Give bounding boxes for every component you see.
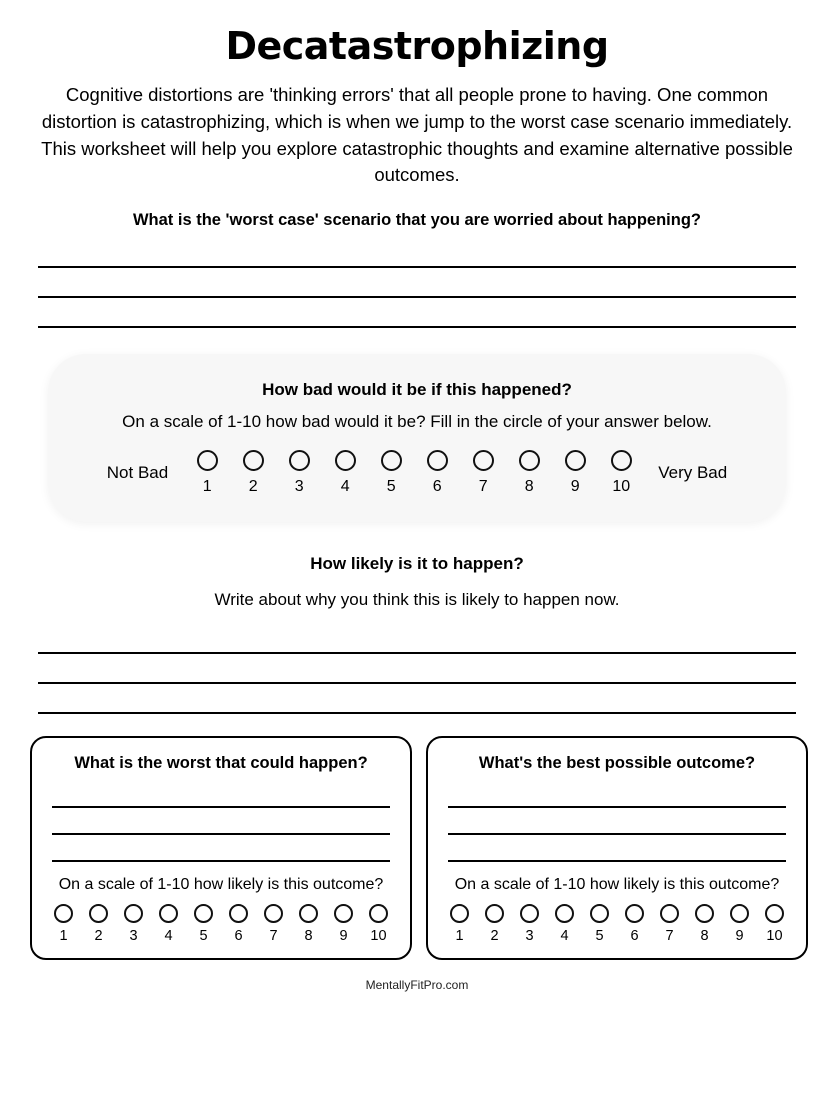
outcomes-row	[30, 736, 804, 960]
worst-case-heading: What is the 'worst case' scenario that you are worried about happening?	[132, 211, 702, 230]
radio-circle-icon[interactable]	[299, 904, 318, 923]
severity-scale-item[interactable]	[276, 450, 322, 496]
severity-scale-item[interactable]	[506, 450, 552, 496]
radio-circle-icon[interactable]	[194, 904, 213, 923]
writing-line[interactable]	[38, 658, 796, 684]
radio-circle-icon[interactable]	[485, 904, 504, 923]
radio-circle-icon[interactable]	[89, 904, 108, 923]
severity-scale-item[interactable]	[460, 450, 506, 496]
likelihood-section	[30, 554, 804, 714]
scale-number: 10	[766, 928, 783, 945]
scale-number: 10	[612, 478, 631, 496]
scale-number: 6	[234, 928, 243, 945]
scale-number: 1	[59, 928, 68, 945]
scale-number: 7	[665, 928, 674, 945]
worst-outcome-scale-item[interactable]	[361, 904, 396, 944]
worst-outcome-scale-item[interactable]	[186, 904, 221, 944]
radio-circle-icon[interactable]	[730, 904, 749, 923]
radio-circle-icon[interactable]	[520, 904, 539, 923]
writing-line[interactable]	[38, 302, 796, 328]
writing-line[interactable]	[52, 785, 390, 808]
best-outcome-subtitle: On a scale of 1-10 how likely is this outcome?	[454, 876, 780, 894]
severity-scale-item[interactable]	[552, 450, 598, 496]
radio-circle-icon[interactable]	[369, 904, 388, 923]
scale-number: 8	[524, 478, 534, 496]
worst-outcome-scale-item[interactable]	[81, 904, 116, 944]
severity-card-title: How bad would it be if this happened?	[262, 380, 572, 400]
worst-outcome-scale-item[interactable]	[116, 904, 151, 944]
writing-line[interactable]	[448, 839, 786, 862]
scale-number: 10	[370, 928, 387, 945]
best-outcome-scale-item[interactable]	[757, 904, 792, 944]
writing-line[interactable]	[38, 688, 796, 714]
best-outcome-scale-item[interactable]	[582, 904, 617, 944]
best-outcome-scale-item[interactable]	[652, 904, 687, 944]
radio-circle-icon[interactable]	[334, 904, 353, 923]
worksheet-page	[0, 24, 834, 1104]
radio-circle-icon[interactable]	[519, 450, 540, 471]
scale-number: 3	[129, 928, 138, 945]
scale-number: 1	[455, 928, 464, 945]
writing-line[interactable]	[38, 242, 796, 268]
radio-circle-icon[interactable]	[335, 450, 356, 471]
radio-circle-icon[interactable]	[590, 904, 609, 923]
writing-line[interactable]	[38, 272, 796, 298]
worst-outcome-writing-lines[interactable]	[52, 785, 390, 862]
scale-number: 5	[595, 928, 604, 945]
likelihood-writing-lines[interactable]	[38, 628, 796, 714]
severity-scale-item[interactable]	[368, 450, 414, 496]
scale-number: 8	[304, 928, 313, 945]
scale-number: 9	[735, 928, 744, 945]
scale-number: 6	[630, 928, 639, 945]
scale-number: 7	[478, 478, 488, 496]
best-outcome-title: What's the best possible outcome?	[478, 754, 756, 773]
scale-number: 1	[202, 478, 212, 496]
scale-number: 2	[490, 928, 499, 945]
scale-number: 4	[164, 928, 173, 945]
severity-card	[48, 354, 786, 522]
radio-circle-icon[interactable]	[124, 904, 143, 923]
scale-number: 4	[560, 928, 569, 945]
severity-scale-item[interactable]	[322, 450, 368, 496]
best-outcome-scale-item[interactable]	[687, 904, 722, 944]
radio-circle-icon[interactable]	[264, 904, 283, 923]
radio-circle-icon[interactable]	[555, 904, 574, 923]
severity-scale-item[interactable]	[598, 450, 644, 496]
likelihood-subtitle: Write about why you think this is likely to happen now.	[214, 590, 620, 610]
severity-scale	[68, 450, 766, 496]
radio-circle-icon[interactable]	[695, 904, 714, 923]
writing-line[interactable]	[52, 839, 390, 862]
best-outcome-scale-item[interactable]	[512, 904, 547, 944]
scale-number: 5	[386, 478, 396, 496]
radio-circle-icon[interactable]	[450, 904, 469, 923]
best-outcome-scale-item[interactable]	[617, 904, 652, 944]
scale-number: 9	[339, 928, 348, 945]
worst-outcome-box	[30, 736, 412, 960]
worst-outcome-scale-item[interactable]	[326, 904, 361, 944]
scale-number: 2	[248, 478, 258, 496]
worst-outcome-scale-item[interactable]	[221, 904, 256, 944]
worst-outcome-subtitle: On a scale of 1-10 how likely is this outcome?	[58, 876, 384, 894]
writing-line[interactable]	[448, 812, 786, 835]
radio-circle-icon[interactable]	[565, 450, 586, 471]
radio-circle-icon[interactable]	[473, 450, 494, 471]
intro-paragraph: Cognitive distortions are 'thinking errors' that all people prone to having. One common distortion is catastrophizing, which is when we jump to the worst case scenario immediately. This worksheet will help you explore catastrophic thoughts and examine alternative possible outcomes.	[41, 84, 793, 186]
radio-circle-icon[interactable]	[765, 904, 784, 923]
best-outcome-scale-item[interactable]	[547, 904, 582, 944]
worst-outcome-scale-item[interactable]	[46, 904, 81, 944]
radio-circle-icon[interactable]	[54, 904, 73, 923]
severity-scale-item[interactable]	[230, 450, 276, 496]
radio-circle-icon[interactable]	[427, 450, 448, 471]
radio-circle-icon[interactable]	[625, 904, 644, 923]
radio-circle-icon[interactable]	[381, 450, 402, 471]
scale-number: 8	[700, 928, 709, 945]
radio-circle-icon[interactable]	[660, 904, 679, 923]
writing-line[interactable]	[38, 628, 796, 654]
severity-card-subtitle: On a scale of 1-10 how bad would it be? Fill in the circle of your answer below.	[122, 412, 712, 432]
radio-circle-icon[interactable]	[243, 450, 264, 471]
radio-circle-icon[interactable]	[289, 450, 310, 471]
severity-scale-left-label: Not Bad	[106, 463, 169, 483]
scale-number: 2	[94, 928, 103, 945]
writing-line[interactable]	[448, 785, 786, 808]
writing-line[interactable]	[52, 812, 390, 835]
best-outcome-scale-item[interactable]	[722, 904, 757, 944]
severity-scale-item[interactable]	[414, 450, 460, 496]
scale-number: 9	[570, 478, 580, 496]
severity-scale-item[interactable]	[184, 450, 230, 496]
scale-number: 7	[269, 928, 278, 945]
worst-outcome-scale-item[interactable]	[256, 904, 291, 944]
scale-number: 3	[525, 928, 534, 945]
best-outcome-scale-item[interactable]	[477, 904, 512, 944]
page-title: Decatastrophizing	[225, 24, 609, 68]
radio-circle-icon[interactable]	[197, 450, 218, 471]
best-outcome-scale-item[interactable]	[442, 904, 477, 944]
radio-circle-icon[interactable]	[159, 904, 178, 923]
worst-outcome-scale-item[interactable]	[151, 904, 186, 944]
worst-outcome-scale	[46, 904, 396, 944]
footer-attribution: MentallyFitPro.com	[365, 978, 469, 993]
scale-number: 4	[340, 478, 350, 496]
best-outcome-box	[426, 736, 808, 960]
radio-circle-icon[interactable]	[229, 904, 248, 923]
scale-number: 5	[199, 928, 208, 945]
scale-number: 6	[432, 478, 442, 496]
best-outcome-scale	[442, 904, 792, 944]
worst-outcome-scale-item[interactable]	[291, 904, 326, 944]
best-outcome-writing-lines[interactable]	[448, 785, 786, 862]
worst-case-section	[30, 211, 804, 328]
worst-case-writing-lines[interactable]	[38, 242, 796, 328]
worst-outcome-title: What is the worst that could happen?	[74, 754, 368, 773]
likelihood-heading: How likely is it to happen?	[310, 554, 524, 574]
severity-scale-right-label: Very Bad	[658, 463, 728, 483]
radio-circle-icon[interactable]	[611, 450, 632, 471]
scale-number: 3	[294, 478, 304, 496]
